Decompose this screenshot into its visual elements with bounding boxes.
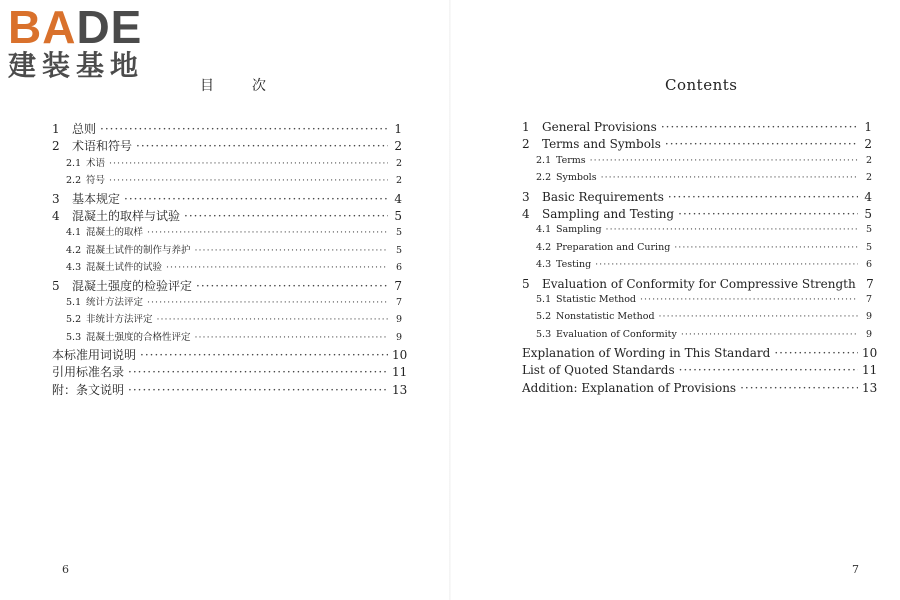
toc-leader-dots bbox=[601, 172, 858, 183]
toc-entry-number: 5.2 bbox=[536, 311, 552, 323]
toc-entry[interactable] bbox=[522, 207, 872, 224]
toc-leader-dots bbox=[166, 262, 388, 273]
toc-entry-number: 5.1 bbox=[66, 296, 82, 308]
toc-entry[interactable] bbox=[522, 259, 872, 276]
toc-leader-dots bbox=[679, 363, 858, 377]
toc-entry-number: 4 bbox=[522, 206, 530, 221]
toc-leader-dots bbox=[184, 209, 388, 223]
toc-entry[interactable] bbox=[52, 172, 402, 189]
toc-entry-number: 1 bbox=[522, 120, 530, 134]
toc-entry-number: 3 bbox=[52, 191, 60, 206]
toc-entry-number: 2.1 bbox=[66, 157, 82, 169]
toc-title-english: Contents bbox=[665, 76, 738, 94]
right-page bbox=[450, 0, 900, 600]
toc-entry-page: 7 bbox=[865, 293, 872, 305]
toc-entry-page: 9 bbox=[395, 314, 402, 326]
toc-entry-number: 5 bbox=[52, 278, 60, 293]
toc-entry[interactable] bbox=[52, 346, 408, 363]
toc-entry-title: 术语 bbox=[86, 157, 106, 169]
toc-entry-number: 5.1 bbox=[536, 293, 552, 305]
toc-leader-dots bbox=[668, 190, 858, 204]
toc-entry-page: 13 bbox=[862, 380, 878, 395]
toc-leader-dots bbox=[665, 137, 858, 151]
toc-leader-dots bbox=[774, 346, 858, 360]
toc-entry-page: 7 bbox=[866, 276, 874, 291]
toc-leader-dots bbox=[595, 259, 858, 270]
toc-entry-title: Statistic Method bbox=[556, 293, 637, 305]
toc-entry-number: 2.2 bbox=[66, 175, 82, 187]
toc-entry-title: Explanation of Wording in This Standard bbox=[522, 346, 771, 361]
toc-entry-title: Symbols bbox=[556, 172, 597, 184]
logo-accent: BA bbox=[8, 1, 77, 53]
toc-entry[interactable] bbox=[52, 259, 402, 276]
toc-entry[interactable] bbox=[522, 329, 872, 346]
toc-entry-title: 混凝土试件的试验 bbox=[86, 262, 163, 274]
toc-entry-title: 混凝土强度的合格性评定 bbox=[86, 331, 191, 343]
toc-entry-page: 11 bbox=[862, 363, 878, 378]
toc-entry-number: 2 bbox=[522, 137, 530, 152]
toc-entry[interactable] bbox=[522, 190, 872, 207]
toc-entry-title: 附：条文说明 bbox=[52, 382, 125, 397]
toc-entry-page: 4 bbox=[864, 189, 872, 204]
toc-entry-number: 2.2 bbox=[536, 172, 552, 184]
toc-entry-title: 混凝土的取样 bbox=[86, 227, 144, 239]
toc-entry-page: 6 bbox=[865, 259, 872, 271]
toc-entry[interactable] bbox=[52, 155, 402, 172]
toc-entry[interactable] bbox=[52, 329, 402, 346]
toc-leader-dots bbox=[109, 175, 388, 186]
toc-entry[interactable] bbox=[522, 242, 872, 259]
toc-entry-page: 2 bbox=[395, 157, 402, 169]
toc-list-chinese bbox=[52, 120, 408, 398]
toc-leader-dots bbox=[109, 158, 388, 169]
toc-leader-dots bbox=[195, 245, 388, 256]
toc-entry-title: Sampling bbox=[556, 224, 602, 236]
toc-entry-title: General Provisions bbox=[542, 120, 657, 134]
toc-entry-title: Nonstatistic Method bbox=[556, 311, 655, 323]
bade-logo bbox=[8, 1, 178, 84]
toc-leader-dots bbox=[147, 297, 388, 308]
toc-entry-number: 4.2 bbox=[536, 241, 552, 253]
logo-subtitle: 建装基地 bbox=[8, 49, 145, 82]
toc-entry-title: 基本规定 bbox=[72, 191, 121, 206]
toc-entry[interactable] bbox=[522, 380, 878, 398]
toc-leader-dots bbox=[195, 332, 388, 343]
toc-entry-title: 混凝土试件的制作与养护 bbox=[86, 244, 191, 256]
toc-entry-page: 5 bbox=[394, 208, 402, 223]
toc-leader-dots bbox=[606, 224, 858, 235]
toc-leader-dots bbox=[136, 139, 388, 153]
logo-rest: DE bbox=[76, 1, 143, 53]
toc-entry-title: Terms bbox=[556, 154, 586, 166]
toc-entry-page: 2 bbox=[865, 172, 872, 184]
toc-entry-number: 4.2 bbox=[66, 244, 82, 256]
toc-entry[interactable] bbox=[522, 224, 872, 241]
toc-entry-title: Addition: Explanation of Provisions bbox=[522, 380, 737, 395]
toc-entry-page: 10 bbox=[392, 348, 408, 363]
toc-leader-dots bbox=[128, 365, 388, 379]
toc-entry[interactable] bbox=[52, 190, 402, 207]
toc-entry-title: 混凝土的取样与试验 bbox=[72, 208, 181, 223]
toc-leader-dots bbox=[674, 242, 858, 253]
toc-entry-page: 7 bbox=[394, 278, 402, 293]
toc-entry[interactable] bbox=[52, 224, 402, 241]
toc-entry-title: 术语和符号 bbox=[72, 139, 133, 154]
toc-entry-title: 非统计方法评定 bbox=[86, 314, 153, 326]
toc-entry-page: 7 bbox=[395, 296, 402, 308]
page-number-left: 6 bbox=[62, 563, 69, 576]
toc-entry-number: 5.2 bbox=[66, 314, 82, 326]
toc-entry-number: 2 bbox=[52, 139, 60, 154]
toc-leader-dots bbox=[140, 348, 388, 362]
toc-entry-page: 5 bbox=[865, 224, 872, 236]
toc-entry-title: Evaluation of Conformity for Compressive Strength bbox=[542, 276, 856, 291]
toc-list-english bbox=[522, 120, 878, 398]
toc-entry-number: 5.3 bbox=[66, 331, 82, 343]
toc-entry-page: 2 bbox=[864, 137, 872, 152]
toc-leader-dots bbox=[157, 314, 388, 325]
toc-entry-page: 5 bbox=[395, 244, 402, 256]
toc-entry[interactable] bbox=[52, 242, 402, 259]
toc-entry-page: 9 bbox=[865, 311, 872, 323]
toc-entry-title: 混凝土强度的检验评定 bbox=[72, 278, 193, 293]
logo-wordmark bbox=[8, 1, 178, 53]
toc-entry-title: Basic Requirements bbox=[542, 189, 664, 204]
toc-leader-dots bbox=[124, 192, 388, 206]
toc-entry-title: List of Quoted Standards bbox=[522, 363, 675, 378]
toc-entry-title: 统计方法评定 bbox=[86, 296, 144, 308]
toc-entry-page: 1 bbox=[864, 120, 872, 134]
toc-leader-dots bbox=[740, 381, 858, 395]
toc-entry-number: 4.1 bbox=[536, 224, 552, 236]
toc-title-chinese: 目次 bbox=[200, 78, 304, 94]
toc-entry-page: 9 bbox=[395, 331, 402, 343]
toc-entry[interactable] bbox=[52, 363, 408, 380]
toc-entry[interactable] bbox=[52, 137, 402, 154]
toc-entry-title: 符号 bbox=[86, 175, 106, 187]
toc-entry[interactable] bbox=[522, 277, 872, 294]
toc-entry[interactable] bbox=[522, 120, 872, 137]
toc-entry-page: 13 bbox=[392, 382, 408, 397]
toc-entry-title: Preparation and Curing bbox=[556, 241, 671, 253]
toc-entry-page: 2 bbox=[394, 139, 402, 154]
toc-entry[interactable] bbox=[522, 346, 878, 363]
toc-entry-page: 9 bbox=[865, 328, 872, 340]
toc-entry-page: 5 bbox=[864, 206, 872, 221]
toc-leader-dots bbox=[661, 120, 858, 134]
toc-entry[interactable] bbox=[522, 172, 872, 189]
toc-entry[interactable] bbox=[522, 363, 878, 380]
toc-entry-title: 引用标准名录 bbox=[52, 365, 125, 380]
toc-entry-page: 10 bbox=[862, 346, 878, 361]
toc-entry-page: 6 bbox=[395, 262, 402, 274]
toc-entry-number: 5.3 bbox=[536, 328, 552, 340]
toc-leader-dots bbox=[147, 227, 388, 238]
toc-entry-page: 2 bbox=[395, 175, 402, 187]
toc-entry[interactable] bbox=[52, 311, 402, 328]
toc-entry-number: 4.3 bbox=[536, 259, 552, 271]
toc-entry-page: 11 bbox=[392, 365, 408, 380]
toc-entry-number: 2.1 bbox=[536, 154, 552, 166]
toc-entry-number: 3 bbox=[522, 189, 530, 204]
toc-entry-page: 5 bbox=[395, 227, 402, 239]
toc-entry-title: 本标准用词说明 bbox=[52, 348, 137, 363]
toc-leader-dots bbox=[196, 279, 388, 293]
toc-entry-title: Evaluation of Conformity bbox=[556, 328, 677, 340]
toc-entry[interactable] bbox=[522, 294, 872, 311]
toc-entry[interactable] bbox=[52, 294, 402, 311]
toc-leader-dots bbox=[128, 383, 388, 397]
toc-leader-dots bbox=[659, 311, 858, 322]
toc-entry[interactable] bbox=[522, 155, 872, 172]
page-number-right: 7 bbox=[852, 563, 859, 576]
toc-entry-page: 4 bbox=[394, 191, 402, 206]
toc-entry[interactable] bbox=[52, 277, 402, 294]
toc-leader-dots bbox=[590, 155, 858, 166]
toc-entry-title: Terms and Symbols bbox=[542, 137, 661, 152]
toc-entry[interactable] bbox=[522, 311, 872, 328]
toc-entry-number: 4.1 bbox=[66, 227, 82, 239]
toc-entry-page: 5 bbox=[865, 241, 872, 253]
toc-leader-dots bbox=[640, 294, 858, 305]
toc-entry-page: 1 bbox=[394, 122, 402, 136]
toc-leader-dots bbox=[100, 122, 388, 136]
toc-entry-number: 1 bbox=[52, 122, 60, 136]
toc-entry[interactable] bbox=[52, 120, 402, 137]
toc-entry[interactable] bbox=[52, 381, 408, 398]
toc-entry-number: 4 bbox=[52, 208, 60, 223]
toc-entry-title: Testing bbox=[556, 259, 592, 271]
toc-leader-dots bbox=[678, 207, 858, 221]
toc-entry[interactable] bbox=[522, 137, 872, 154]
toc-entry-title: 总则 bbox=[72, 122, 97, 136]
toc-entry-number: 5 bbox=[522, 276, 530, 291]
toc-entry[interactable] bbox=[52, 207, 402, 224]
toc-entry-page: 2 bbox=[865, 154, 872, 166]
toc-entry-number: 4.3 bbox=[66, 262, 82, 274]
toc-entry-title: Sampling and Testing bbox=[542, 206, 675, 221]
toc-leader-dots bbox=[681, 329, 858, 340]
